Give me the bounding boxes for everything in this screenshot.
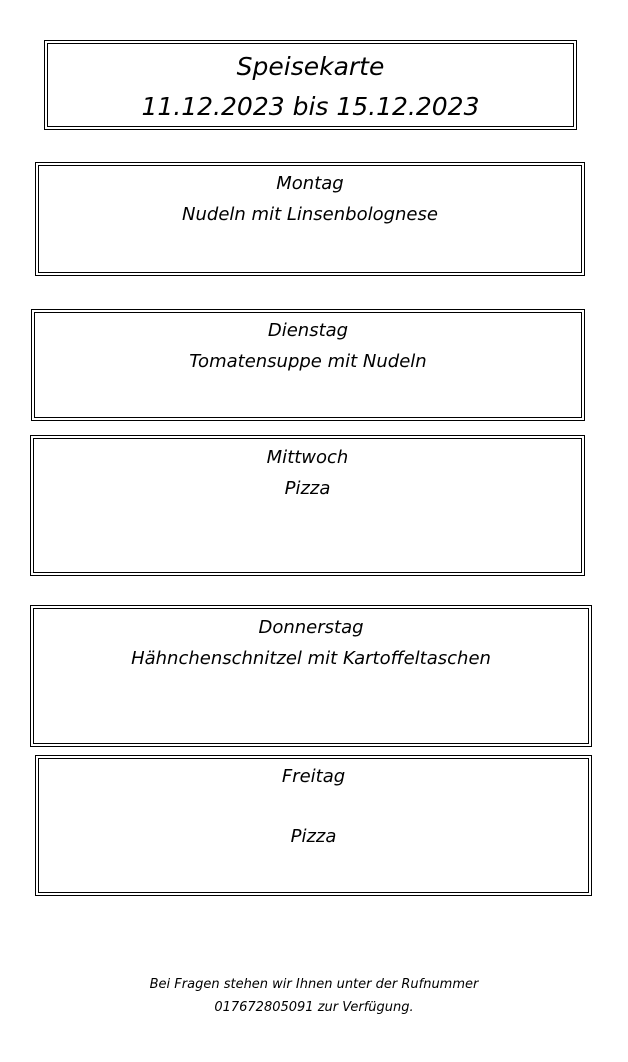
menu-title: Speisekarte (236, 52, 385, 81)
day-meal: Nudeln mit Linsenbolognese (182, 204, 438, 225)
day-name: Mittwoch (266, 447, 349, 468)
footer-line-1: Bei Fragen stehen wir Ihnen unter der Rufnummer (149, 977, 479, 992)
day-box-monday (35, 162, 585, 276)
day-name: Freitag (281, 766, 346, 787)
day-name: Donnerstag (258, 617, 364, 638)
day-meal: Pizza (290, 826, 337, 847)
day-meal: Hähnchenschnitzel mit Kartoffeltaschen (131, 648, 491, 669)
footer-line-2: 017672805091 zur Verfügung. (214, 1000, 414, 1015)
day-meal: Pizza (284, 478, 331, 499)
day-box-thursday (30, 605, 592, 747)
day-name: Dienstag (267, 320, 349, 341)
menu-date-range: 11.12.2023 bis 15.12.2023 (141, 92, 480, 121)
day-box-friday (35, 755, 592, 896)
menu-title-box (44, 40, 577, 130)
day-box-tuesday (31, 309, 585, 421)
day-box-wednesday (30, 435, 585, 576)
day-meal: Tomatensuppe mit Nudeln (189, 351, 427, 372)
day-name: Montag (276, 173, 344, 194)
